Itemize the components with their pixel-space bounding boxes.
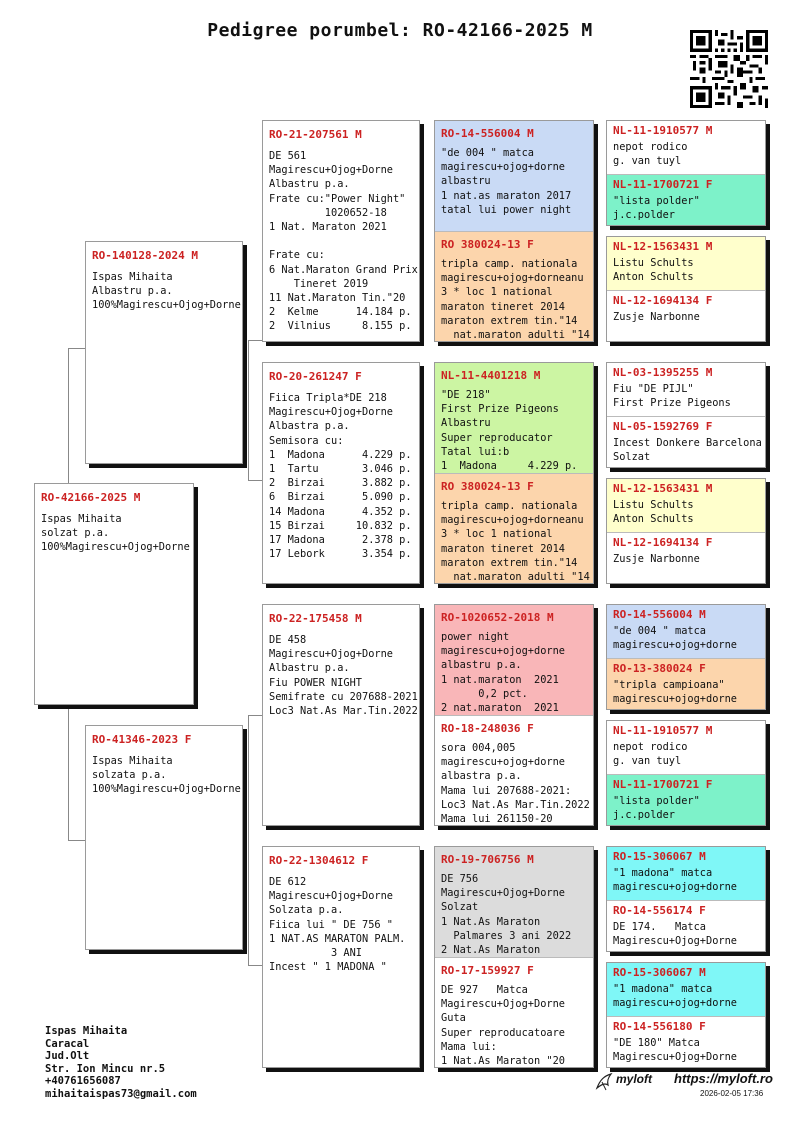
great-grandparent-card[interactable] bbox=[435, 847, 593, 957]
grandparent-id: RO-22-175458 M bbox=[269, 612, 362, 625]
ancestor-details: "lista polder" j.c.polder bbox=[613, 795, 700, 822]
ancestor-id: RO-14-556174 F bbox=[613, 904, 706, 917]
great-grandparent-details: tripla camp. nationala magirescu+ojog+dorneanu 3 * loc 1 national maraton tineret 2014 maraton extrem tin."14 nat.maraton adulti "14 bbox=[441, 258, 590, 342]
great-grandparent-details: DE 756 Magirescu+Ojog+Dorne Solzat 1 Nat.As Maraton Palmares 3 ani 2022 2 Nat.As Maraton bbox=[441, 873, 572, 957]
great-grandparent-card[interactable] bbox=[435, 605, 593, 715]
ancestor-card[interactable] bbox=[607, 847, 765, 900]
ancestor-card[interactable] bbox=[607, 901, 765, 952]
connector-line bbox=[248, 715, 262, 716]
ancestor-id: NL-11-1910577 M bbox=[613, 124, 713, 137]
great-grandparent-pair bbox=[434, 846, 594, 1068]
pigeon-logo-icon bbox=[594, 1070, 616, 1092]
father-id: RO-140128-2024 M bbox=[92, 249, 198, 262]
ancestor-id: NL-11-1910577 M bbox=[613, 724, 713, 737]
ancestor-card[interactable] bbox=[607, 363, 765, 416]
great-grandparent-details: "de 004 " matca magirescu+ojog+dorne albastru 1 nat.as maraton 2017 tatal lui power night bbox=[441, 147, 572, 216]
connector-line bbox=[68, 840, 86, 841]
ancestor-id: NL-11-1700721 F bbox=[613, 778, 713, 791]
ancestor-details: DE 174. Matca Magirescu+Ojog+Dorne bbox=[613, 921, 737, 948]
ancestor-card[interactable] bbox=[607, 121, 765, 174]
ancestor-details: "1 madona" matca magirescu+ojog+dorne bbox=[613, 867, 737, 894]
great-grandparent-details: tripla camp. nationala magirescu+ojog+dorneanu 3 * loc 1 national maraton tineret 2014 maraton extrem tin."14 nat.maraton adulti "14 bbox=[441, 500, 590, 584]
ancestor-card[interactable] bbox=[607, 291, 765, 342]
connector-line bbox=[248, 715, 249, 965]
subject-card[interactable] bbox=[34, 483, 194, 705]
great-grandparent-card[interactable] bbox=[435, 232, 593, 342]
ancestor-id: NL-05-1592769 F bbox=[613, 420, 713, 433]
ancestor-details: "de 004 " matca magirescu+ojog+dorne bbox=[613, 625, 737, 652]
great-grandparent-id: RO-14-556004 M bbox=[441, 127, 534, 140]
connector-line bbox=[248, 965, 262, 966]
great-grandparent-id: NL-11-4401218 M bbox=[441, 369, 541, 382]
subject-id: RO-42166-2025 M bbox=[41, 491, 141, 504]
grandparent-id: RO-22-1304612 F bbox=[269, 854, 369, 867]
ancestor-card[interactable] bbox=[607, 1017, 765, 1068]
father-details: Ispas Mihaita Albastru p.a. 100%Magirescu+Ojog+Dorne bbox=[92, 271, 241, 312]
ancestor-details: "tripla campioana" magirescu+ojog+dorne bbox=[613, 679, 737, 706]
ancestor-details: Fiu "DE PIJL" First Prize Pigeons bbox=[613, 383, 731, 410]
grandparent-card[interactable] bbox=[262, 362, 420, 584]
great-grandparent-id: RO-19-706756 M bbox=[441, 853, 534, 866]
ancestor-id: NL-12-1563431 M bbox=[613, 482, 713, 495]
ancestor-id: RO-14-556180 F bbox=[613, 1020, 706, 1033]
great-grandparent-card[interactable] bbox=[435, 958, 593, 1068]
great-grandparent-card[interactable] bbox=[435, 121, 593, 231]
brand-url[interactable]: https://myloft.ro bbox=[674, 1071, 773, 1086]
great-grandparent-id: RO 380024-13 F bbox=[441, 480, 534, 493]
mother-card[interactable] bbox=[85, 725, 243, 950]
ancestor-id: RO-14-556004 M bbox=[613, 608, 706, 621]
ancestor-details: Zusje Narbonne bbox=[613, 553, 700, 565]
ancestor-group bbox=[606, 120, 766, 226]
connector-line bbox=[68, 348, 69, 483]
ancestor-details: nepot rodico g. van tuyl bbox=[613, 741, 688, 768]
ancestor-details: nepot rodico g. van tuyl bbox=[613, 141, 688, 168]
ancestor-id: NL-12-1694134 F bbox=[613, 536, 713, 549]
ancestor-card[interactable] bbox=[607, 775, 765, 826]
grandparent-details: DE 561 Magirescu+Ojog+Dorne Albastru p.a. Frate cu:"Power Night" 1020652-18 1 Nat. Maraton 2021 Frate cu: 6 Nat.Maraton Grand Prix Tineret 2019 11 Nat.Maraton Tin."20 2 Kelme 14.184 p. 2 Vilnius 8.155 p. bbox=[269, 150, 418, 333]
ancestor-group bbox=[606, 720, 766, 826]
great-grandparent-details: power night magirescu+ojog+dorne albastru p.a. 1 nat.maraton 2021 0,2 pct. 2 nat.maraton 2021 bbox=[441, 631, 565, 715]
great-grandparent-id: RO-1020652-2018 M bbox=[441, 611, 554, 624]
subject-details: Ispas Mihaita solzat p.a. 100%Magirescu+Ojog+Dorne bbox=[41, 513, 190, 554]
great-grandparent-id: RO-18-248036 F bbox=[441, 722, 534, 735]
ancestor-card[interactable] bbox=[607, 533, 765, 584]
ancestor-group bbox=[606, 478, 766, 584]
ancestor-card[interactable] bbox=[607, 479, 765, 532]
great-grandparent-pair bbox=[434, 362, 594, 584]
grandparent-card[interactable] bbox=[262, 604, 420, 826]
ancestor-card[interactable] bbox=[607, 605, 765, 658]
grandparent-card[interactable] bbox=[262, 846, 420, 1068]
ancestor-details: "1 madona" matca magirescu+ojog+dorne bbox=[613, 983, 737, 1010]
grandparent-card[interactable] bbox=[262, 120, 420, 342]
great-grandparent-details: DE 927 Matca Magirescu+Ojog+Dorne Guta Super reproducatoare Mama lui: 1 Nat.As Maraton "20 bbox=[441, 984, 565, 1068]
ancestor-card[interactable] bbox=[607, 721, 765, 774]
mother-id: RO-41346-2023 F bbox=[92, 733, 192, 746]
ancestor-card[interactable] bbox=[607, 237, 765, 290]
ancestor-id: RO-15-306067 M bbox=[613, 966, 706, 979]
ancestor-id: NL-12-1694134 F bbox=[613, 294, 713, 307]
breeder-contact: Ispas Mihaita Caracal Jud.Olt Str. Ion Mincu nr.5 +40761656087 mihaitaispas73@gmail.com bbox=[45, 1025, 197, 1100]
ancestor-card[interactable] bbox=[607, 417, 765, 468]
ancestor-card[interactable] bbox=[607, 963, 765, 1016]
ancestor-details: Listu Schults Anton Schults bbox=[613, 257, 694, 284]
connector-line bbox=[68, 704, 69, 840]
mother-details: Ispas Mihaita solzata p.a. 100%Magirescu+Ojog+Dorne bbox=[92, 755, 241, 796]
great-grandparent-card[interactable] bbox=[435, 716, 593, 826]
ancestor-card[interactable] bbox=[607, 659, 765, 710]
connector-line bbox=[248, 480, 262, 481]
great-grandparent-card[interactable] bbox=[435, 474, 593, 584]
ancestor-id: NL-12-1563431 M bbox=[613, 240, 713, 253]
page-title: Pedigree porumbel: RO-42166-2025 M bbox=[207, 20, 593, 41]
grandparent-details: DE 458 Magirescu+Ojog+Dorne Albastru p.a. Fiu POWER NIGHT Semifrate cu 207688-2021 Loc3 Nat.As Mar.Tin.2022 bbox=[269, 634, 418, 718]
grandparent-id: RO-21-207561 M bbox=[269, 128, 362, 141]
ancestor-group bbox=[606, 236, 766, 342]
great-grandparent-id: RO 380024-13 F bbox=[441, 238, 534, 251]
ancestor-group bbox=[606, 846, 766, 952]
ancestor-group bbox=[606, 962, 766, 1068]
grandparent-id: RO-20-261247 F bbox=[269, 370, 362, 383]
grandparent-details: DE 612 Magirescu+Ojog+Dorne Solzata p.a. Fiica lui " DE 756 " 1 NAT.AS MARATON PALM. 3 ANI Incest " 1 MADONA " bbox=[269, 876, 406, 974]
ancestor-card[interactable] bbox=[607, 175, 765, 226]
great-grandparent-details: sora 004,005 magirescu+ojog+dorne albastra p.a. Mama lui 207688-2021: Loc3 Nat.As Mar.Tin.2022 Mama lui 261150-20 bbox=[441, 742, 590, 826]
ancestor-group bbox=[606, 604, 766, 710]
connector-line bbox=[248, 340, 249, 480]
great-grandparent-details: "DE 218" First Prize Pigeons Albastru Super reproducator Tatal lui:b 1 Madona 4.229 p. bbox=[441, 389, 578, 473]
ancestor-group bbox=[606, 362, 766, 468]
ancestor-id: NL-03-1395255 M bbox=[613, 366, 713, 379]
great-grandparent-pair bbox=[434, 604, 594, 826]
ancestor-id: RO-13-380024 F bbox=[613, 662, 706, 675]
great-grandparent-id: RO-17-159927 F bbox=[441, 964, 534, 977]
ancestor-details: Listu Schults Anton Schults bbox=[613, 499, 694, 526]
qr-code-icon bbox=[690, 30, 768, 108]
great-grandparent-card[interactable] bbox=[435, 363, 593, 473]
ancestor-id: RO-15-306067 M bbox=[613, 850, 706, 863]
father-card[interactable] bbox=[85, 241, 243, 464]
ancestor-details: "DE 180" Matca Magirescu+Ojog+Dorne bbox=[613, 1037, 737, 1064]
print-date: 2026-02-05 17:36 bbox=[700, 1089, 764, 1098]
ancestor-details: "lista polder" j.c.polder bbox=[613, 195, 700, 222]
connector-line bbox=[248, 340, 262, 341]
connector-line bbox=[68, 348, 86, 349]
great-grandparent-pair bbox=[434, 120, 594, 342]
brand-logo: myloft bbox=[616, 1072, 652, 1086]
grandparent-details: Fiica Tripla*DE 218 Magirescu+Ojog+Dorne Albastra p.a. Semisora cu: 1 Madona 4.229 p. 1 Tartu 3.046 p. 2 Birzai 3.882 p. 6 Birzai 5.090 p. 14 Madona 4.352 p. 15 Birzai 10.832 p. 17 Madona 2.378 p. 17 Lebork 3.354 p. bbox=[269, 392, 412, 561]
ancestor-details: Zusje Narbonne bbox=[613, 311, 700, 323]
ancestor-id: NL-11-1700721 F bbox=[613, 178, 713, 191]
ancestor-details: Incest Donkere Barcelona Solzat bbox=[613, 437, 762, 464]
